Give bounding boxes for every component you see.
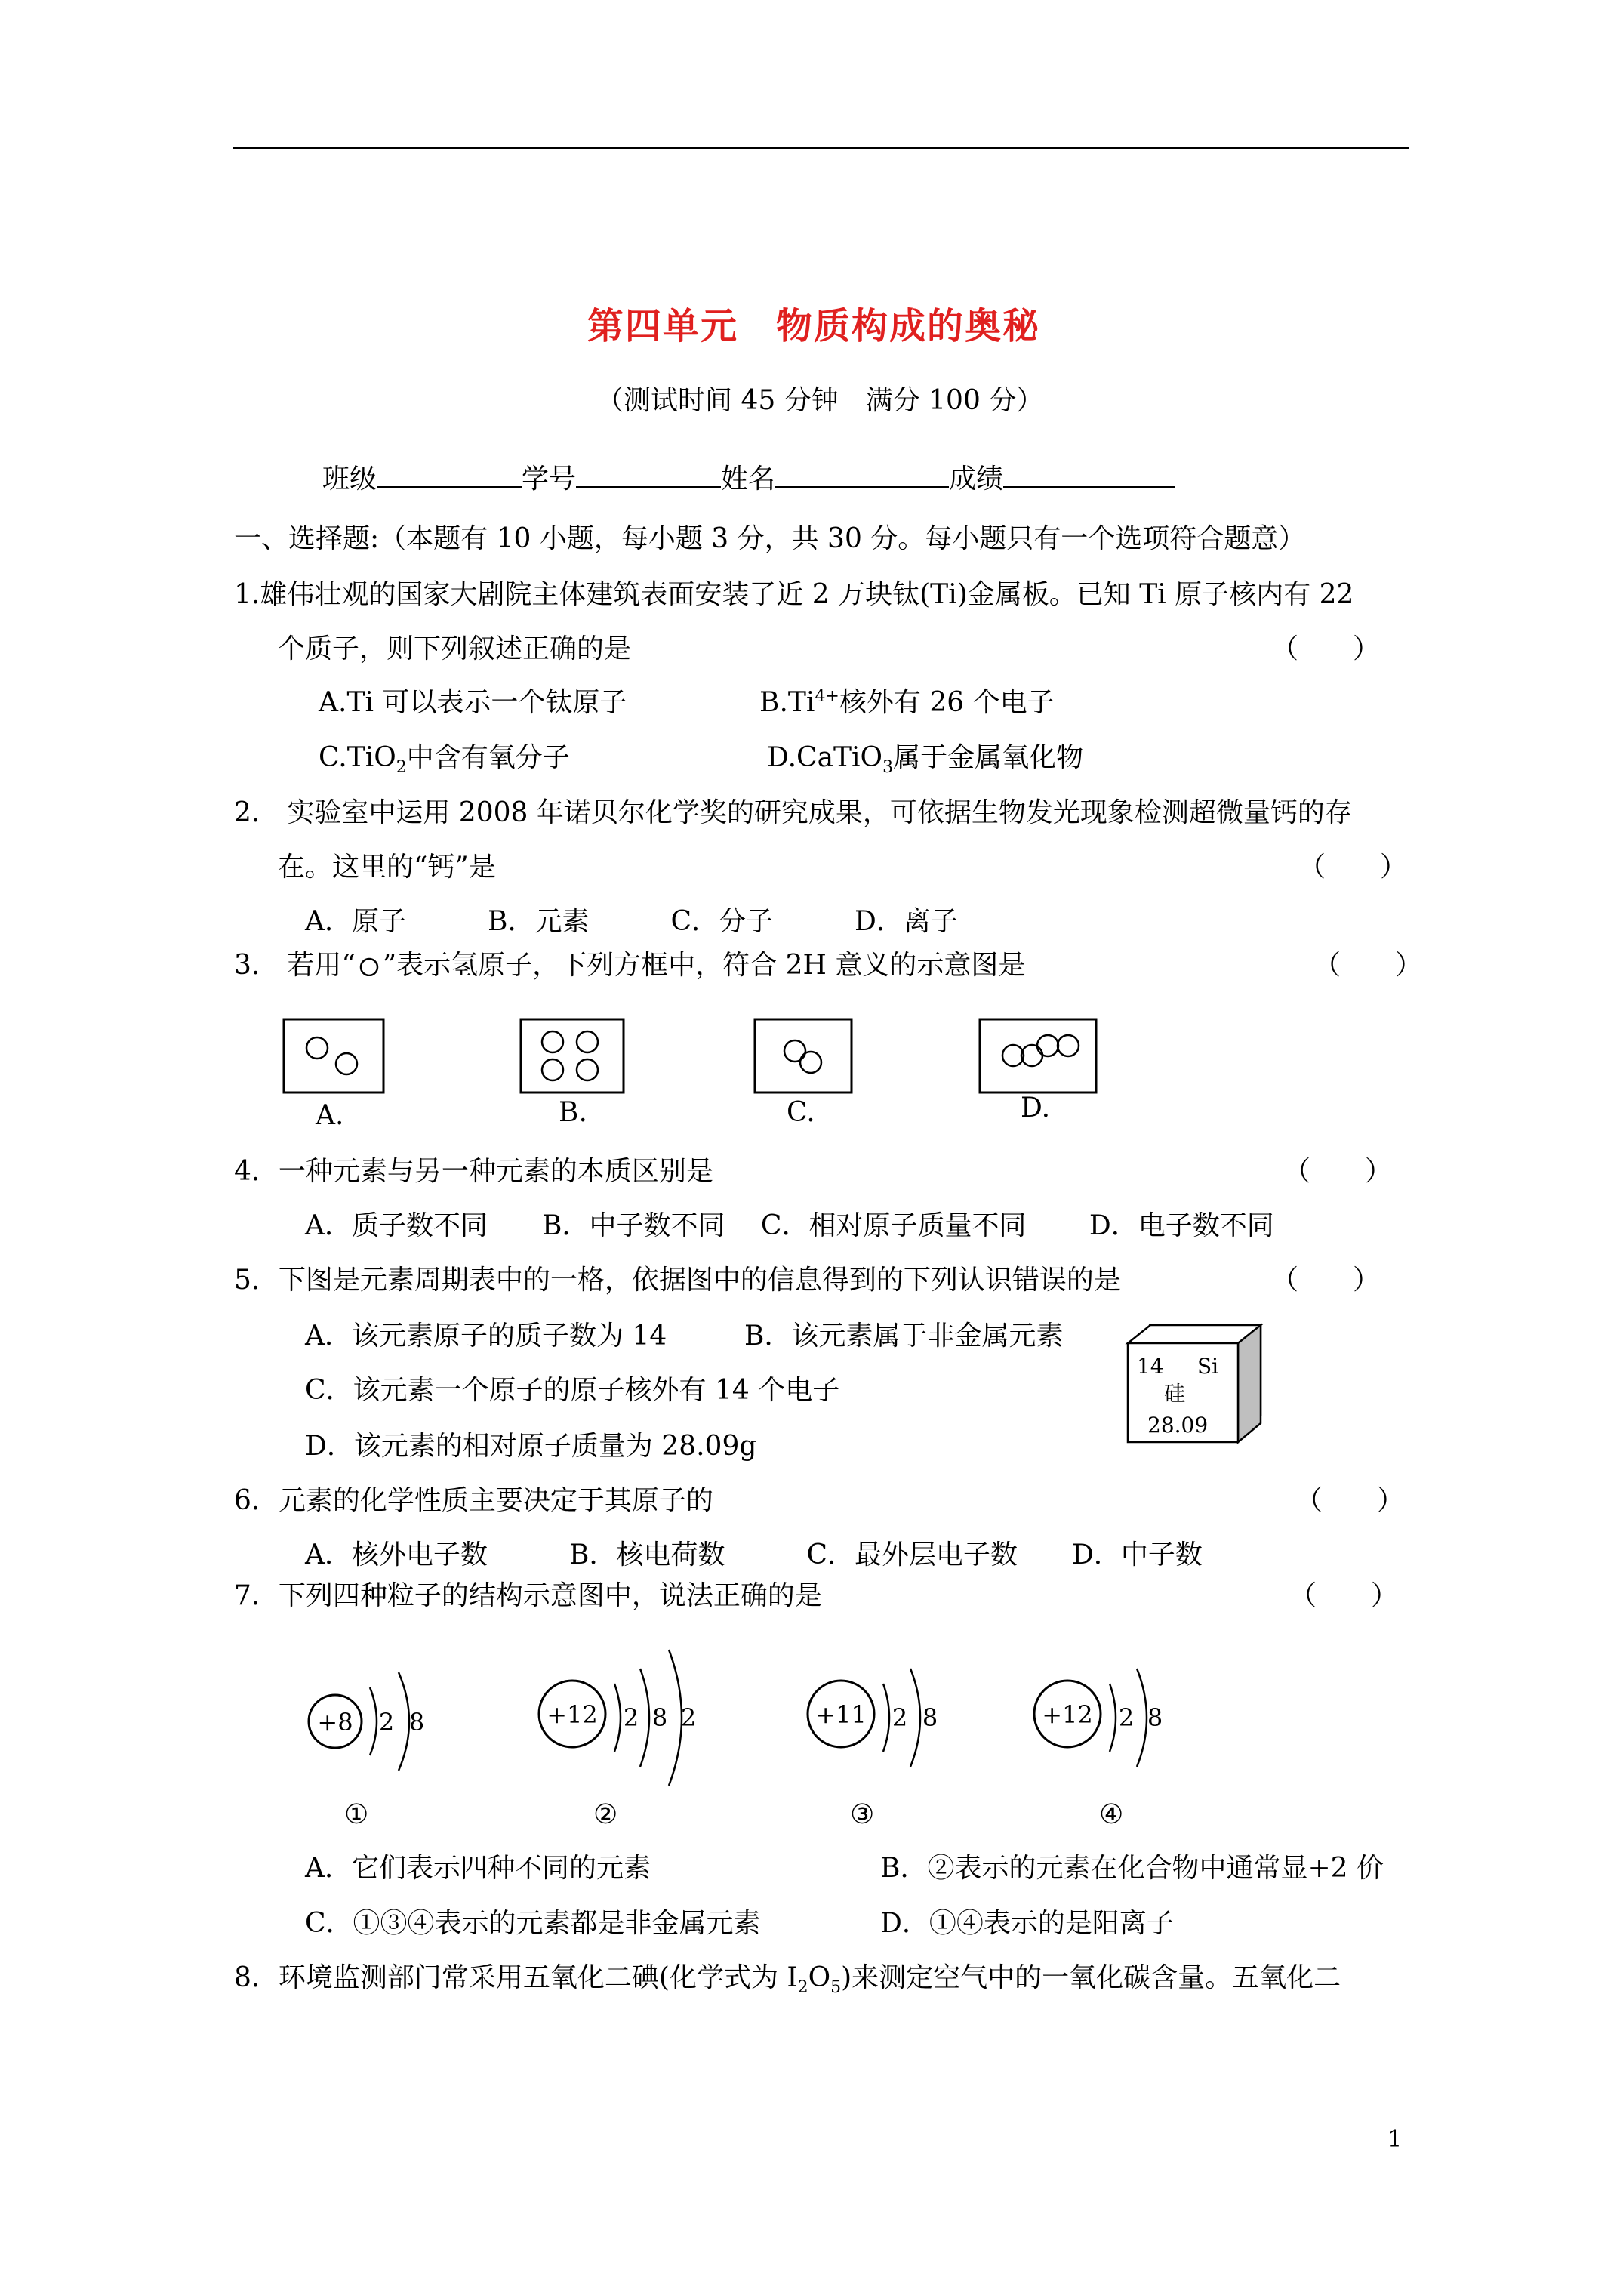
page-subtitle: （测试时间 45 分钟 满分 100 分） (596, 385, 1044, 416)
page-number: 1 (1387, 2126, 1403, 2153)
score-label: 成绩 (949, 464, 1004, 495)
q1-option-d-sub: 3 (882, 758, 894, 778)
q1-option-a[interactable]: A.Ti 可以表示一个钛原子 (319, 687, 627, 718)
q7-option-d[interactable]: D．①④表示的是阳离子 (880, 1908, 1174, 1939)
q1-option-d-pre: D.CaTiO (767, 742, 883, 773)
cell-mass: 28.09 (1147, 1413, 1209, 1438)
q3-box-a[interactable] (284, 1019, 383, 1093)
particle-3-label: ③ (850, 1799, 875, 1830)
q2-stem-line1: 2. 实验室中运用 2008 年诺贝尔化学奖的研究成果，可依据生物发光现象检测超微量钙的存 (234, 797, 1352, 828)
q2-options[interactable]: A．原子 B．元素 C．分子 D．离子 (305, 906, 958, 937)
cell-symbol: Si (1197, 1354, 1219, 1379)
q5-option-d[interactable]: D．该元素的相对原子质量为 28.09g (305, 1431, 757, 1462)
particle-1-shell-2: 8 (408, 1708, 425, 1737)
q4-stem: 4．一种元素与另一种元素的本质区别是 (234, 1156, 713, 1187)
q3-stem-post: ”表示氢原子，下列方框中，符合 2H 意义的示意图是 (382, 950, 1026, 981)
q1-option-c-pre: C.TiO (319, 742, 396, 773)
particle-1-shell-1: 2 (378, 1708, 395, 1737)
q6-options[interactable]: A．核外电子数 B．核电荷数 C．最外层电子数 D．中子数 (305, 1539, 1203, 1570)
particle-4[interactable] (1034, 1669, 1163, 1767)
q1-option-b-post: 核外有 26 个电子 (839, 687, 1055, 718)
cell-atomic-number: 14 (1137, 1354, 1164, 1379)
particle-4-label: ④ (1099, 1799, 1124, 1830)
q8-stem-mid: O (808, 1962, 831, 1993)
particle-3-nucleus: +11 (815, 1700, 867, 1729)
particle-4-shell-2: 8 (1147, 1703, 1163, 1732)
q1-option-d-post: 属于金属氧化物 (893, 742, 1084, 773)
particle-2[interactable] (539, 1650, 696, 1786)
score-blank[interactable] (1003, 464, 1175, 488)
number-label: 学号 (522, 464, 577, 495)
q3-answer-paren[interactable]: （ ） (1313, 950, 1423, 981)
particle-1[interactable] (309, 1672, 424, 1771)
q7-option-a[interactable]: A．它们表示四种不同的元素 (305, 1853, 651, 1884)
particle-4-shell-1: 2 (1118, 1703, 1135, 1732)
particle-2-shell-3: 2 (680, 1703, 697, 1732)
particle-2-nucleus: +12 (547, 1700, 598, 1729)
section-heading: 一、选择题:（本题有 10 小题，每小题 3 分，共 30 分。每小题只有一个选项符合题意） (234, 523, 1306, 554)
q7-answer-paren[interactable]: （ ） (1289, 1580, 1399, 1611)
q7-stem: 7．下列四种粒子的结构示意图中，说法正确的是 (234, 1580, 822, 1611)
q1-option-d[interactable] (767, 741, 1084, 778)
particle-3-shell-2: 8 (922, 1703, 938, 1732)
q8-sub-2: 5 (830, 1978, 842, 1998)
q3-label-c: C. (787, 1097, 815, 1128)
q1-option-c[interactable] (319, 741, 570, 778)
q3-stem-pre: 3. 若用“ (234, 950, 356, 981)
q8-stem (234, 1962, 1341, 1998)
class-label: 班级 (322, 464, 377, 495)
page-title: 第四单元 物质构成的奥秘 (587, 305, 1041, 347)
particle-1-label: ① (344, 1799, 369, 1830)
q5-option-a[interactable]: A．该元素原子的质子数为 14 (305, 1321, 667, 1351)
q8-stem-post: )来测定空气中的一氧化碳含量。五氧化二 (841, 1962, 1341, 1993)
q1-stem-line1: 1.雄伟壮观的国家大剧院主体建筑表面安装了近 2 万块钛(Ti)金属板。已知 Ti 原子核内有 22 (234, 579, 1354, 610)
q1-option-b[interactable] (759, 686, 1055, 720)
q5-option-c[interactable]: C．该元素一个原子的原子核外有 14 个电子 (305, 1375, 840, 1406)
particle-3-shell-1: 2 (892, 1703, 908, 1732)
q3-box-b[interactable] (521, 1019, 624, 1093)
name-label: 姓名 (721, 464, 776, 495)
q7-option-b[interactable]: B．②表示的元素在化合物中通常显+2 价 (880, 1853, 1384, 1884)
q7-particle-diagrams (257, 1631, 1163, 1827)
q1-option-b-pre: B.Ti (759, 687, 815, 718)
name-blank[interactable] (775, 464, 949, 488)
particle-2-shell-1: 2 (623, 1703, 639, 1732)
q2-answer-paren[interactable]: （ ） (1298, 852, 1408, 883)
q8-stem-pre: 8．环境监测部门常采用五氧化二碘(化学式为 I (234, 1962, 798, 1993)
q1-answer-paren[interactable]: （ ） (1271, 633, 1381, 664)
q1-stem-line2: 个质子，则下列叙述正确的是 (278, 633, 632, 664)
cell-name: 硅 (1164, 1381, 1186, 1406)
q6-stem: 6．元素的化学性质主要决定于其原子的 (234, 1485, 713, 1516)
q1-option-b-sup: 4+ (815, 687, 839, 706)
q7-option-c[interactable]: C．①③④表示的元素都是非金属元素 (305, 1908, 761, 1939)
particle-2-label: ② (593, 1799, 618, 1830)
q3-stem (234, 949, 1025, 982)
q2-stem-line2: 在。这里的“钙”是 (278, 852, 496, 883)
q3-box-d[interactable] (980, 1019, 1096, 1093)
q4-options[interactable]: A．质子数不同 B．中子数不同 C．相对原子质量不同 D．电子数不同 (305, 1210, 1274, 1241)
q1-option-c-sub: 2 (396, 758, 407, 778)
q5-answer-paren[interactable]: （ ） (1271, 1265, 1381, 1296)
class-blank[interactable] (377, 464, 522, 488)
particle-4-nucleus: +12 (1042, 1700, 1093, 1729)
hydrogen-atom-icon (356, 957, 383, 976)
top-rule (233, 147, 1409, 149)
number-blank[interactable] (576, 464, 721, 488)
q4-answer-paren[interactable]: （ ） (1283, 1156, 1393, 1187)
q3-label-a: A. (316, 1100, 344, 1131)
student-info-line (322, 463, 1175, 496)
q5-option-b[interactable]: B．该元素属于非金属元素 (744, 1321, 1064, 1351)
periodic-table-cell (1125, 1310, 1276, 1461)
q5-stem: 5．下图是元素周期表中的一格，依据图中的信息得到的下列认识错误的是 (234, 1265, 1121, 1296)
q6-answer-paren[interactable]: （ ） (1295, 1485, 1405, 1516)
q3-label-b: B. (559, 1097, 587, 1128)
q8-sub-1: 2 (797, 1978, 808, 1998)
particle-2-shell-2: 8 (651, 1703, 668, 1732)
q3-label-d: D. (1021, 1093, 1051, 1123)
particle-1-nucleus: +8 (317, 1708, 353, 1737)
particle-3[interactable] (808, 1669, 938, 1767)
q1-option-c-post: 中含有氧分子 (406, 742, 570, 773)
